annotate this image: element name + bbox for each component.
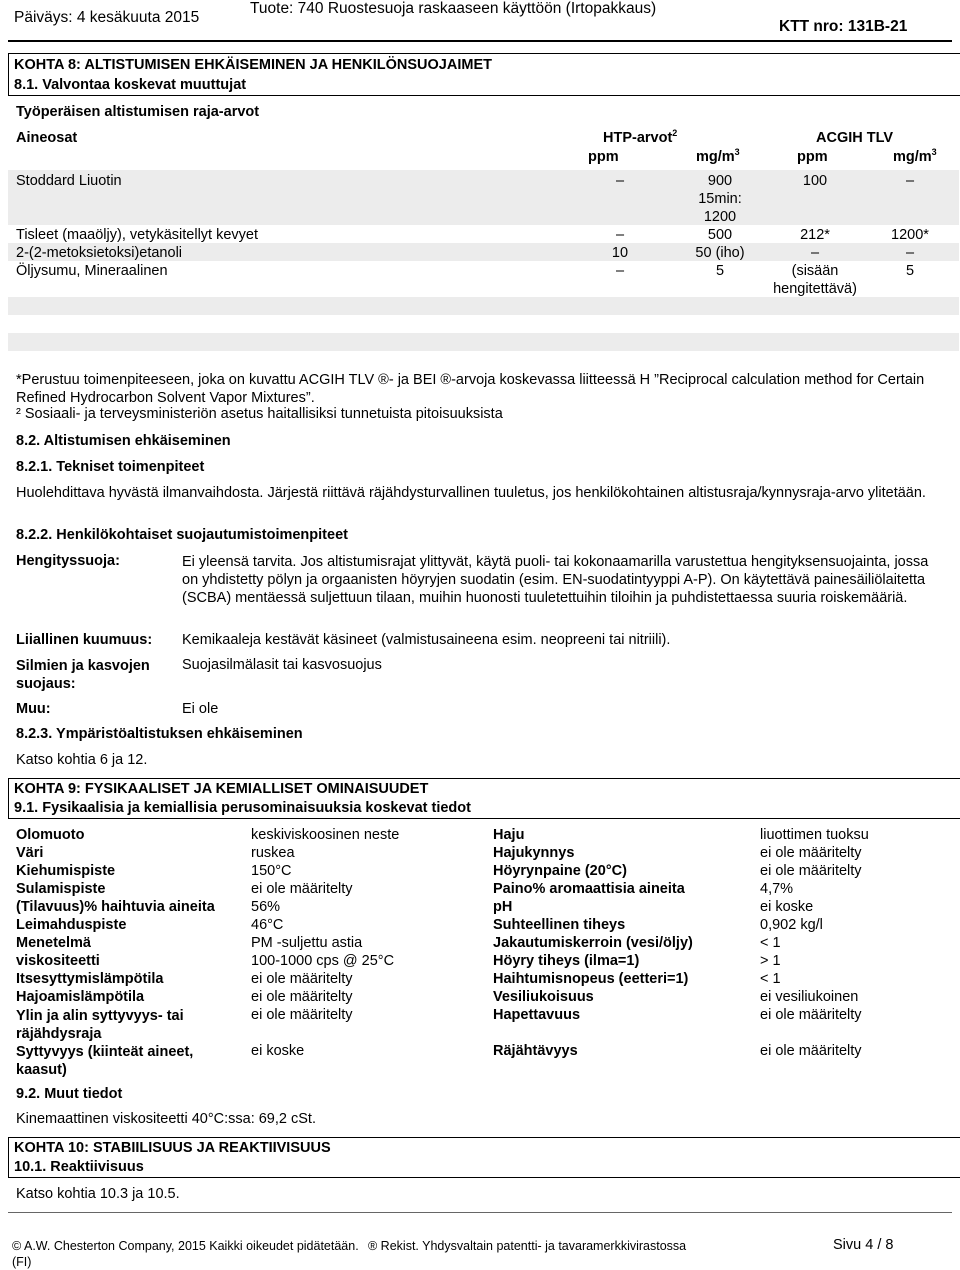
ppe-text: Suojasilmälasit tai kasvosuojus	[182, 657, 382, 673]
subsection-8-2-1-title: 8.2.1. Tekniset toimenpiteet	[16, 459, 205, 475]
property-value: 46°C	[251, 917, 284, 933]
property-value: ei ole määritelty	[760, 1007, 862, 1023]
property-label: Leimahduspiste	[16, 917, 127, 933]
subsection-8-1-title: 8.1. Valvontaa koskevat muuttujat	[14, 77, 247, 93]
property-label: Olomuoto	[16, 827, 85, 843]
header-rule	[8, 40, 952, 42]
section-10-title-box	[8, 1137, 960, 1158]
htp-ppm-header: ppm	[588, 149, 619, 165]
property-label: viskositeetti	[16, 953, 100, 969]
ppe-label: Muu:	[16, 701, 51, 717]
htp-mg: 500	[707, 227, 733, 243]
substance-name: Stoddard Liuotin	[16, 173, 122, 189]
subsection-8-2-title: 8.2. Altistumisen ehkäiseminen	[16, 433, 231, 449]
property-value: 0,902 kg/l	[760, 917, 823, 933]
ppe-text: Ei ole	[182, 701, 219, 717]
property-label: Väri	[16, 845, 44, 861]
footer-copyright: © A.W. Chesterton Company, 2015 Kaikki oikeudet pidätetään.	[12, 1239, 359, 1253]
acgih-mg-header: $mg/m^3$	[893, 147, 937, 165]
property-label: Hajoamislämpötila	[16, 989, 145, 1005]
acgih-ppm: 212*	[800, 227, 830, 243]
htp-mg: 5	[715, 263, 725, 279]
property-value: keskiviskoosinen neste	[251, 827, 400, 843]
limits-title: Työperäisen altistumisen raja-arvot	[16, 104, 260, 120]
substance-name: Tisleet (maaöljy), vetykäsitellyt kevyet	[16, 227, 259, 243]
substance-name: 2-(2-metoksietoksi)etanoli	[16, 245, 183, 261]
htp-ppm: 10	[611, 245, 629, 261]
property-label: Kiehumispiste	[16, 863, 116, 879]
col-htp: HTP-arvot$^2$	[603, 128, 678, 146]
property-label: Suhteellinen tiheys	[493, 917, 626, 933]
acgih-ppm-note: hengitettävä)	[773, 281, 857, 297]
footer-language: (FI)	[12, 1255, 32, 1269]
property-label: Paino% aromaattisia aineita	[493, 881, 685, 897]
acgih-ppm-header: ppm	[797, 149, 828, 165]
property-label: Itsesyttymislämpötila	[16, 971, 164, 987]
property-value: 4,7%	[760, 881, 794, 897]
col-substances: Aineosat	[16, 130, 78, 146]
section-9-title-box	[8, 778, 960, 799]
property-value: ei koske	[251, 1043, 305, 1059]
property-value: ei ole määritelty	[251, 989, 353, 1005]
property-label: pH	[493, 899, 513, 915]
reactivity-text: Katso kohtia 10.3 ja 10.5.	[16, 1186, 180, 1202]
product-name: Tuote: 740 Ruostesuoja raskaaseen käyttöön (Irtopakkaus)	[250, 0, 657, 17]
acgih-mg: 5	[905, 263, 915, 279]
property-value: ei ole määritelty	[760, 863, 862, 879]
subsection-8-2-2-title: 8.2.2. Henkilökohtaiset suojautumistoimenpiteet	[16, 527, 348, 543]
property-value: ei vesiliukoinen	[760, 989, 859, 1005]
htp-ppm: –	[615, 173, 625, 189]
property-label: Syttyvyys (kiinteät aineet, kaasut)	[16, 1044, 194, 1078]
row-stripe	[8, 333, 959, 351]
htp-mg-note: 15min:	[698, 191, 742, 207]
property-value: PM -suljettu astia	[251, 935, 363, 951]
htp-mg-note: 1200	[703, 209, 737, 225]
footnote-2: ² Sosiaali- ja terveysministeriön asetus haitallisiksi tunnetuista pitoisuuksista	[16, 406, 503, 422]
ppe-label: Hengityssuoja:	[16, 553, 120, 569]
htp-mg: 900	[707, 173, 733, 189]
htp-mg: 50 (iho)	[695, 245, 745, 261]
property-value: ei ole määritelty	[251, 971, 353, 987]
property-value: ei ole määritelty	[760, 1043, 862, 1059]
ppe-text: Kemikaaleja kestävät käsineet (valmistusaineena esim. neopreeni tai nitriili).	[182, 632, 671, 648]
substance-name: Öljysumu, Mineraalinen	[16, 263, 168, 279]
property-value: ei koske	[760, 899, 814, 915]
section-8-title-box	[8, 53, 960, 76]
section-9-title: KOHTA 9: FYSIKAALISET JA KEMIALLISET OMINAISUUDET	[14, 781, 429, 797]
section-8-title: KOHTA 8: ALTISTUMISEN EHKÄISEMINEN JA HENKILÖNSUOJAIMET	[14, 57, 492, 73]
page-number: Sivu 4 / 8	[833, 1237, 894, 1253]
document-date: Päiväys: 4 kesäkuuta 2015	[14, 9, 200, 26]
acgih-mg: –	[905, 245, 915, 261]
footer-trademark: ® Rekist. Yhdysvaltain patentti- ja tavaramerkkivirastossa	[368, 1239, 687, 1253]
footnote-star: *Perustuu toimenpiteeseen, joka on kuvattu ACGIH TLV ®- ja BEI ®-arvoja koskevassa liitteessä H ”Reciprocal calculation method for Certain Refined Hydrocarbon Solvent Vapor Mixtures”.	[16, 372, 925, 406]
property-label: Höyrynpaine (20°C)	[493, 863, 627, 879]
property-label: Räjähtävyys	[493, 1043, 578, 1059]
htp-ppm: –	[615, 227, 625, 243]
ppe-text: Ei yleensä tarvita. Jos altistumisrajat ylittyvät, käytä puoli- tai kokonaamarilla varustettua hengityksensuojainta, jossa on yhdistetty pölyn ja orgaanisten höyryjen suodatin (esim. EN-suodatintyyppi A-P). On käytettävä painesäiliölaitetta (SCBA) mentäessä suljettuun tilaan, muihin huonosti tuuletettuihin tiloihin ja puhdistettaessa suuria roiskemääriä.	[182, 554, 929, 606]
property-value: liuottimen tuoksu	[760, 827, 869, 843]
ppe-label: Liiallinen kuumuus:	[16, 632, 153, 648]
property-value: ei ole määritelty	[760, 845, 862, 861]
property-label: (Tilavuus)% haihtuvia aineita	[16, 899, 215, 915]
property-label: Jakautumiskerroin (vesi/öljy)	[493, 935, 693, 951]
acgih-ppm: 100	[802, 173, 828, 189]
property-value: > 1	[760, 953, 781, 969]
property-label: Haihtumisnopeus (eetteri=1)	[493, 971, 689, 987]
property-label: Hajukynnys	[493, 845, 575, 861]
property-label: Vesiliukoisuus	[493, 989, 594, 1005]
property-label: Menetelmä	[16, 935, 91, 951]
property-value: ei ole määritelty	[251, 1007, 353, 1023]
property-value: ruskea	[251, 845, 295, 861]
property-label: Hapettavuus	[493, 1007, 581, 1023]
property-label: Sulamispiste	[16, 881, 106, 897]
subsection-9-2-title: 9.2. Muut tiedot	[16, 1086, 123, 1102]
row-stripe	[8, 297, 959, 315]
section-10-title: KOHTA 10: STABIILISUUS JA REAKTIIVISUUS	[14, 1140, 331, 1156]
property-value: < 1	[760, 935, 781, 951]
htp-ppm: –	[615, 263, 625, 279]
environmental-text: Katso kohtia 6 ja 12.	[16, 752, 148, 768]
acgih-mg: 1200*	[891, 227, 929, 243]
technical-measures-text: Huolehdittava hyvästä ilmanvaihdosta. Järjestä riittävä räjähdysturvallinen tuuletus, jos henkilökohtainen altistusraja/kynnysraja-arvo ylitetään.	[16, 485, 926, 501]
subsection-8-2-3-title: 8.2.3. Ympäristöaltistuksen ehkäiseminen	[16, 726, 303, 742]
section-8-1-box	[8, 75, 960, 96]
property-label: Haju	[493, 827, 525, 843]
property-value: 100-1000 cps @ 25°C	[251, 953, 395, 969]
ppe-label: Silmien ja kasvojen suojaus:	[16, 658, 150, 692]
other-info-text: Kinemaattinen viskositeetti 40°C:ssa: 69,2 cSt.	[16, 1111, 316, 1127]
ktt-number: KTT nro: 131B-21	[779, 18, 908, 35]
htp-mg-header: $mg/m^3$	[696, 147, 740, 165]
property-value: < 1	[760, 971, 781, 987]
property-value: ei ole määritelty	[251, 881, 353, 897]
property-value: 150°C	[251, 863, 292, 879]
col-acgih: ACGIH TLV	[816, 130, 894, 146]
acgih-ppm: –	[810, 245, 820, 261]
subsection-9-1-title: 9.1. Fysikaalisia ja kemiallisia perusominaisuuksia koskevat tiedot	[14, 800, 471, 816]
acgih-mg: –	[905, 173, 915, 189]
subsection-10-1-title: 10.1. Reaktiivisuus	[14, 1159, 144, 1175]
property-value: 56%	[251, 899, 281, 915]
section-9-1-box	[8, 798, 960, 819]
property-label: Ylin ja alin syttyvyys- tai räjähdysraja	[16, 1008, 184, 1042]
footer-rule	[8, 1212, 952, 1213]
section-10-1-box	[8, 1157, 960, 1178]
acgih-ppm: (sisään	[791, 263, 839, 279]
property-label: Höyry tiheys (ilma=1)	[493, 953, 640, 969]
